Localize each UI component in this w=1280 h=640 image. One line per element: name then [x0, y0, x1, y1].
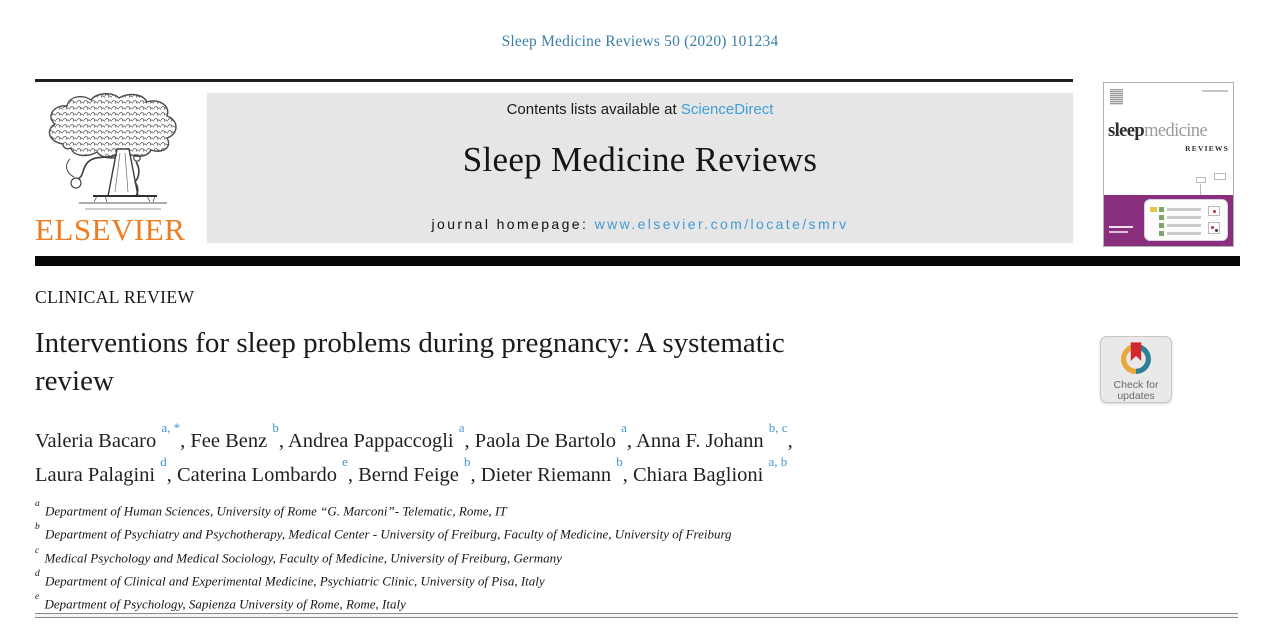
homepage-url-link[interactable]: www.elsevier.com/locate/smrv — [594, 216, 849, 232]
cover-subtitle: REVIEWS — [1185, 144, 1229, 153]
cover-flowchart-row — [1167, 224, 1201, 227]
cover-purple-band — [1104, 195, 1233, 246]
cover-flowchart-line — [1200, 184, 1201, 195]
author-affiliation-sup: b — [464, 454, 471, 470]
affiliation-sup: d — [35, 568, 40, 579]
elsevier-logo[interactable] — [33, 90, 209, 248]
cover-flowchart-row — [1167, 208, 1201, 211]
crossmark-icon — [1117, 340, 1155, 378]
contents-line — [207, 101, 1073, 118]
cover-flowchart-badge — [1150, 207, 1157, 212]
journal-cover-thumbnail[interactable] — [1103, 82, 1234, 247]
section-label: CLINICAL REVIEW — [35, 287, 195, 307]
contents-prefix: Contents lists available at — [506, 101, 681, 118]
top-rule — [35, 79, 1073, 82]
author-name: Paola De Bartolo $^a$ — [474, 420, 627, 452]
affiliation-line: $^c$ Medical Psychology and Medical Sociology, Faculty of Medicine, University of Freiburg, Germany — [35, 545, 562, 565]
affiliation-line: $^d$ Department of Clinical and Experimental Medicine, Psychiatric Clinic, University of Pisa, Italy — [35, 568, 545, 589]
cover-issue-text — [1109, 231, 1128, 233]
elsevier-tree-icon — [35, 92, 207, 218]
affiliation-sup: a — [35, 499, 40, 509]
bottom-rule — [35, 613, 1238, 618]
article-title — [35, 324, 1055, 400]
author-name: Anna F. Johann $^{b, c}$ — [636, 420, 788, 452]
cover-flowchart — [1144, 199, 1228, 241]
author-name: Chiara Baglioni $^{a, b}$ — [633, 454, 788, 487]
affiliation-line: $^a$ Department of Human Sciences, University of Rome “G. Marconi”- Telematic, Rome, IT — [35, 499, 507, 519]
affiliation-sup: b — [35, 522, 40, 533]
author-affiliation-sup: a — [621, 420, 627, 435]
affiliation-sup: c — [35, 545, 40, 556]
divider-bar — [35, 256, 1240, 266]
journal-masthead-box — [207, 93, 1073, 243]
homepage-line — [207, 216, 1073, 232]
affiliation-sup: e — [35, 592, 40, 603]
author-affiliation-sup: a, b — [768, 454, 788, 470]
affiliation-list — [35, 498, 1035, 615]
author-name: Laura Palagini $^d$ — [35, 454, 167, 487]
cover-mini-logo — [1110, 89, 1123, 105]
cover-flowchart-box — [1196, 177, 1206, 183]
badge-text-line2: updates — [1117, 390, 1155, 402]
cover-flowchart-box — [1214, 173, 1226, 180]
author-affiliation-sup: a — [458, 420, 465, 435]
homepage-label: journal homepage: — [431, 216, 595, 232]
author-name: Andrea Pappaccogli $^a$ — [287, 420, 465, 452]
sciencedirect-link[interactable]: ScienceDirect — [680, 101, 774, 118]
cover-title-sleep: sleep — [1108, 121, 1145, 141]
cover-masthead — [1108, 121, 1231, 142]
author-affiliation-sup: a, * — [161, 420, 181, 435]
badge-text-line1: Check for — [1113, 379, 1159, 391]
author-affiliation-sup: b, c — [768, 420, 788, 435]
journal-title: Sleep Medicine Reviews — [462, 140, 818, 179]
author-name: Bernd Feige $^b$ — [358, 454, 471, 487]
affiliation-line: $^b$ Department of Psychiatry and Psychotherapy, Medical Center - University of Freiburg, Faculty of Medicine, University of Freiburg — [35, 522, 732, 542]
cover-title-medicine: medicine — [1144, 121, 1208, 141]
author-name: Dieter Riemann $^b$ — [480, 454, 623, 487]
author-name: Valeria Bacaro $^{a, *}$ — [35, 420, 181, 452]
cover-flowchart-node — [1208, 222, 1220, 234]
cover-issue-text — [1109, 226, 1133, 228]
cover-flowchart-row — [1167, 232, 1201, 235]
cover-flowchart-node — [1208, 206, 1220, 216]
author-affiliation-sup: b — [272, 420, 279, 435]
journal-citation: Sleep Medicine Reviews 50 (2020) 101234 — [501, 33, 779, 50]
cover-flowchart-row — [1167, 216, 1201, 219]
author-name: Caterina Lombardo $^e$ — [176, 454, 348, 487]
article-title-line2: review — [35, 365, 114, 397]
author-list: Valeria Bacaro $^{a, *}$, Fee Benz $^b$, Andrea Pappaccogli $^a$, Paola De Bartolo $^a$, Anna F. Johann $^{b, c}$, Laura Palagini $^d$, Caterina Lombardo $^e$, Bernd Feige $^b$, Dieter Riemann $^b$, Chiara Baglioni $^{a, b}$ — [35, 420, 793, 487]
article-title-line1: Interventions for sleep problems during pregnancy: A systematic — [35, 327, 785, 359]
author-affiliation-sup: b — [616, 454, 623, 470]
author-affiliation-sup: d — [160, 454, 167, 470]
affiliation-line: $^e$ Department of Psychology, Sapienza University of Rome, Rome, Italy — [35, 592, 406, 612]
author-name: Fee Benz $^b$ — [190, 420, 279, 452]
elsevier-wordmark: ELSEVIER — [35, 212, 186, 247]
cover-top-text — [1202, 90, 1228, 92]
check-for-updates-badge[interactable] — [1100, 336, 1172, 403]
author-affiliation-sup: e — [342, 454, 348, 470]
